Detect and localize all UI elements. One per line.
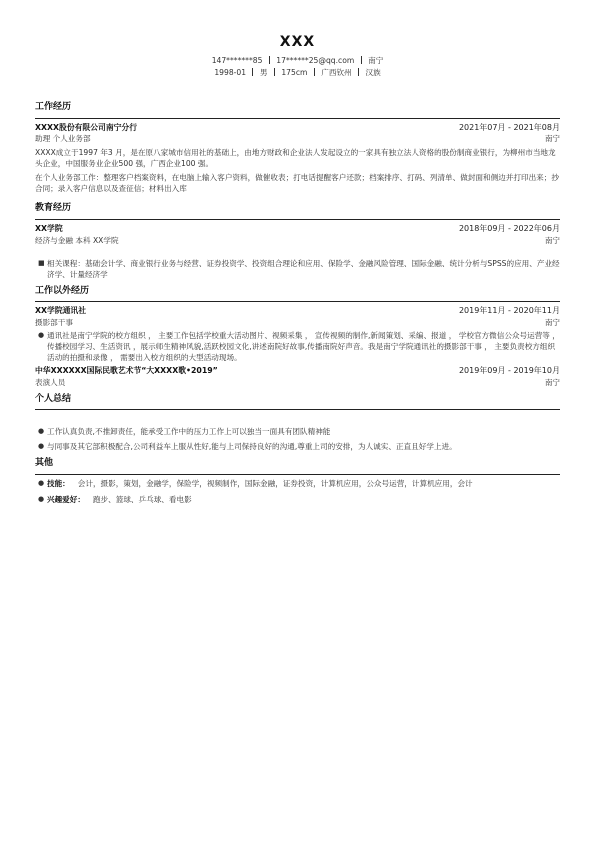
detail-text: 通讯社是南宁学院的校方组织 ， 主要工作包括学校重大活动图片、视频采集 ， 宣传视频的制作,新闻策划、采编、报道 ， 学校官方微信公众号运营等 ， 传播校园学习、生活资讯 ，展示师生精神风貌,活跃校园文化,讲述南院好故事,传播南院好声音。我是南宁学院通讯社的摄影部干事 ， 主要负责校方组织活动的拍摄和录像 ， 需要出入校方组织的大型活动现场。 [47,331,560,362]
city: 南宁 [368,55,384,65]
skills-text: 会计，摄影，策划，金融学，保险学，视频制作，国际金融，证券投资，计算机应用，公众号运营，计算机应用，会计 [77,479,473,489]
birth-date: 1998-01 [214,68,247,78]
list-item [35,441,560,452]
section-title: 工作经历 [35,102,560,119]
company-description: XXXX成立于1997 年3 月，是在原八家城市信用社的基础上，由地方财政和企业法人发起设立的一家具有独立法人资格的股份制商业银行，为柳州市当地龙头企业，中国服务业企业500 强，广西企业100 强。 [35,148,556,169]
location: 南宁 [544,377,560,387]
date-range: 2021年07月 - 2021年08月 [458,122,560,132]
location: 南宁 [544,235,560,245]
work-section [35,102,560,194]
skills-label: 技能： [47,479,70,489]
bullet-icon: ● [38,479,45,488]
separator [252,68,253,76]
summary-text: 与同事及其它部积极配合,公司利益车上服从性好,能与上司保持良好的沟通,尊重上司的安排，为人诚实、正直且好学上进。 [47,442,457,452]
location: 南宁 [544,318,560,327]
height: 175cm [281,68,308,78]
hobbies-label: 兴趣爱好： [47,495,85,505]
role: 表演人员 [35,377,66,387]
skills-item [35,478,560,489]
date-range: 2019年09月 - 2019年10月 [458,366,560,375]
hometown: 广西钦州 [321,68,352,78]
phone: 147*******85 [211,55,263,65]
major-degree: 经济与金融 本科 XX学院 [35,235,119,245]
list-item [35,426,560,437]
separator [358,68,359,76]
job-duties: 在个人业务部工作：整理客户档案资料，在电脑上输入客户资料，做催收表；打电话提醒客户还款；档案排序、打码、列清单、做封面和侧边并打印出来；抄合同；录入客户信息以及查征信；材料出入库 [35,173,559,194]
section-title: 个人总结 [35,394,560,411]
date-range: 2018年09月 - 2022年06月 [458,224,560,234]
summary-list [35,426,560,452]
bullet-icon: ● [38,331,45,339]
extra-entry-1-details [35,330,560,363]
company-name: XXXX股份有限公司南宁分行 [35,122,138,132]
summary-section [35,394,560,453]
courses-text: 相关课程：基础会计学、商业银行业务与经营、证券投资学、投资组合理论和应用、保险学、金融风险管理、国际金融、统计分析与SPSS的应用、产业经济学、计量经济学 [47,258,560,279]
resume-header [35,0,560,80]
education-section [35,203,560,279]
separator [361,56,362,64]
email: 17******25@qq.com [276,55,355,65]
organization-name: 中华XXXXXX国际民歌艺术节“大XXXX歌•2019” [35,366,218,375]
separator [269,56,270,64]
education-entry-subheader [35,235,560,246]
gender: 男 [259,68,268,78]
separator [314,68,315,76]
extra-entry-1-subheader [35,317,560,328]
list-item [35,330,560,363]
section-title: 教育经历 [35,203,560,220]
work-entry-header [35,122,560,134]
bullet-icon: ● [38,427,45,436]
bullet-icon: ● [38,442,45,451]
date-range: 2019年11月 - 2020年11月 [458,306,560,316]
hobbies-text: 跑步、篮球、乒乓球、看电影 [92,495,192,505]
extra-experience-section [35,286,560,388]
courses-list [35,258,560,280]
other-section [35,458,560,505]
extra-entry-1-header [35,305,560,317]
list-item [35,258,560,280]
separator [274,68,275,76]
extra-entry-2-subheader [35,377,560,388]
bullet-icon: ■ [38,258,45,267]
bullet-icon: ● [38,495,45,504]
education-entry-header [35,223,560,235]
extra-entry-2-header [35,365,560,377]
work-entry-subheader [35,133,560,144]
role: 摄影部干事 [35,318,73,327]
contact-line-1 [35,55,560,80]
summary-text: 工作认真负责,不推卸责任，能承受工作中的压力工作上可以独当一面具有团队精神能 [47,427,331,437]
section-title: 其他 [35,458,560,475]
job-role: 助理 个人业务部 [35,134,91,144]
section-title: 工作以外经历 [35,286,560,303]
organization-name: XX学院通讯社 [35,306,87,316]
candidate-name: XXX [279,34,316,50]
school-name: XX学院 [35,224,63,234]
location: 南宁 [544,134,560,144]
ethnicity: 汉族 [365,68,381,78]
other-list [35,478,560,505]
hobbies-item [35,494,560,505]
